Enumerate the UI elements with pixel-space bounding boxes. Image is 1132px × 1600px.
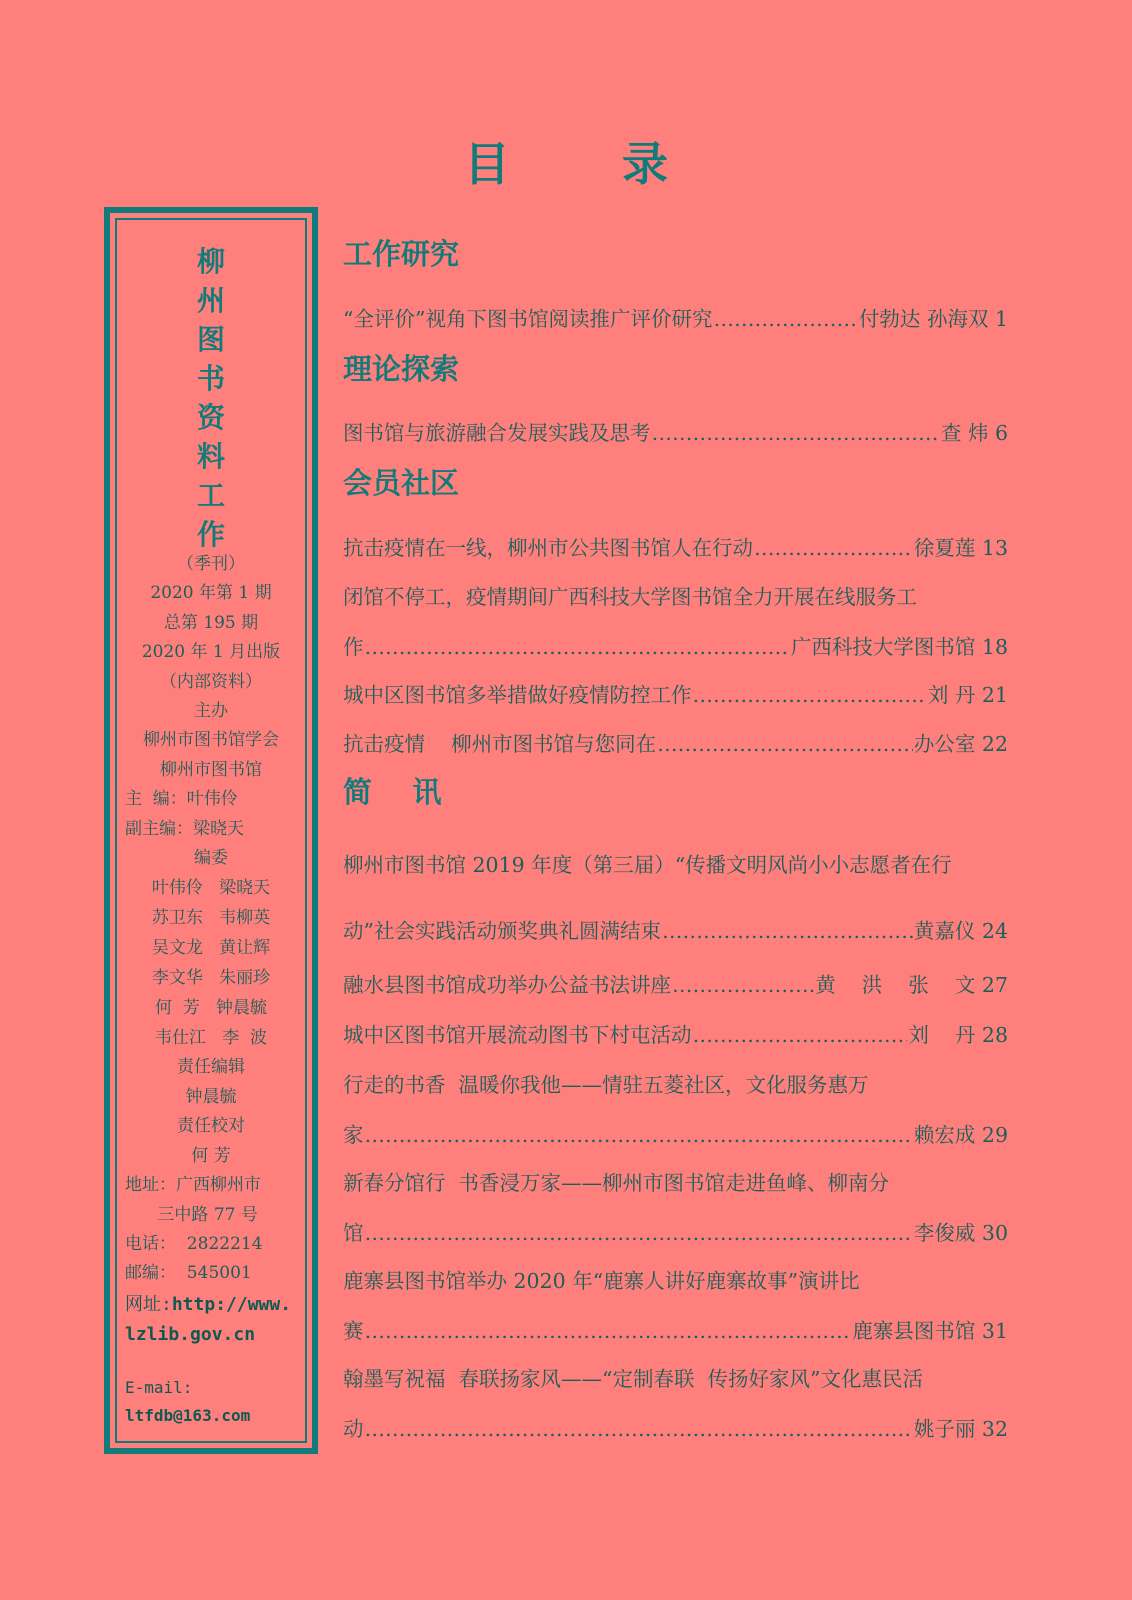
toc-entry[interactable] <box>343 678 1008 708</box>
sponsor-2: 柳州市图书馆 <box>160 759 262 780</box>
toc-entry[interactable] <box>343 968 1008 998</box>
entry-title: 动”社会实践活动颁奖典礼圆满结束 <box>343 919 661 943</box>
toc-entry[interactable] <box>343 1018 1008 1048</box>
entry-title: 家 <box>343 1123 364 1147</box>
entry-author-page: 广西科技大学图书馆 18 <box>790 635 1008 659</box>
entry-title: 赛 <box>343 1319 364 1343</box>
committee-label: 编委 <box>194 848 228 869</box>
section-heading: 理论探索 <box>343 352 460 386</box>
toc-entry[interactable] <box>343 848 1008 944</box>
leader-dots <box>365 1417 913 1441</box>
editor-name: 钟晨毓 <box>185 1086 237 1107</box>
entry-author-page: 查 炜 6 <box>940 421 1008 445</box>
entry-title: 图书馆与旅游融合发展实践及思考 <box>343 421 651 445</box>
entry-title: 城中区图书馆开展流动图书下村屯活动 <box>343 1023 692 1047</box>
section-heading: 会员社区 <box>343 466 460 500</box>
address-line-1: 地址：广西柳州市 <box>125 1175 261 1196</box>
proof-name: 何 芳 <box>191 1145 231 1166</box>
email-address[interactable]: ltfdb@163.com <box>125 1406 251 1425</box>
leader-dots <box>693 683 927 707</box>
total-issue: 总第 195 期 <box>163 612 259 633</box>
entry-title-line: 闭馆不停工，疫情期间广西科技大学图书馆全力开展在线服务工 <box>343 585 917 609</box>
committee-row: 何 芳 钟晨毓 <box>154 998 268 1019</box>
email <box>125 1374 250 1430</box>
entry-title: 作 <box>343 635 364 659</box>
entry-title: 城中区图书馆多举措做好疫情防控工作 <box>343 683 692 707</box>
entry-title: 抗击疫情在一线，柳州市公共图书馆人在行动 <box>343 536 753 560</box>
colophon-box <box>104 207 318 1454</box>
entry-author-page: 黄 洪 张 文 27 <box>815 973 1008 997</box>
entry-author-page: 黄嘉仪 24 <box>913 919 1008 943</box>
entry-author-page: 办公室 22 <box>913 732 1008 756</box>
toc-entry[interactable] <box>343 727 1008 757</box>
committee-row: 吴文龙 黄让辉 <box>151 938 271 959</box>
postcode: 邮编： 545001 <box>125 1263 252 1284</box>
entry-author-page: 刘 丹 28 <box>908 1023 1008 1047</box>
leader-dots <box>365 1319 852 1343</box>
section-heading: 简 讯 <box>343 775 442 809</box>
entry-title-line: 行走的书香 温暖你我他——情驻五菱社区，文化服务惠万 <box>343 1073 869 1097</box>
website <box>125 1290 291 1350</box>
committee-row: 李文华 朱丽珍 <box>151 968 271 989</box>
toc-entry[interactable] <box>343 1362 1008 1442</box>
title-char: 书 <box>196 362 225 395</box>
entry-title-line: 新春分馆行 书香浸万家——柳州市图书馆走进鱼峰、柳南分 <box>343 1171 890 1195</box>
committee-row: 叶伟伶 梁晓天 <box>151 878 271 899</box>
title-char: 作 <box>196 518 225 551</box>
deputy-editor: 副主编：梁晓天 <box>125 818 244 839</box>
chief-editor: 主 编：叶伟伶 <box>125 789 238 810</box>
toc-entry[interactable] <box>343 1264 1008 1344</box>
leader-dots <box>365 1221 913 1245</box>
leader-dots <box>657 732 913 756</box>
issue-number: 2020 年第 1 期 <box>150 583 272 604</box>
entry-title: 抗击疫情 柳州市图书馆与您同在 <box>343 732 657 756</box>
leader-dots <box>693 1023 908 1047</box>
leader-dots <box>713 307 857 331</box>
entry-title: 动 <box>343 1417 364 1441</box>
toc-entry[interactable] <box>343 416 1008 446</box>
title-char: 图 <box>196 323 225 356</box>
entry-author-page: 徐夏莲 13 <box>913 536 1008 560</box>
editor-label: 责任编辑 <box>177 1057 245 1078</box>
leader-dots <box>754 536 913 560</box>
address-line-2: 三中路 77 号 <box>125 1204 258 1225</box>
entry-title-line: 翰墨写祝福 春联扬家风——“定制春联 传扬好家风”文化惠民活 <box>343 1367 924 1391</box>
leader-dots <box>662 919 913 943</box>
sponsor-1: 柳州市图书馆学会 <box>143 730 279 751</box>
toc-entry[interactable] <box>343 1068 1008 1148</box>
entry-author-page: 姚子丽 32 <box>913 1417 1008 1441</box>
toc-entry[interactable] <box>343 531 1008 561</box>
website-url-part2[interactable]: lzlib.gov.cn <box>125 1324 256 1345</box>
frequency: （季刊） <box>177 554 245 574</box>
entry-author-page: 刘 丹 21 <box>927 683 1008 707</box>
entry-author-page: 鹿寨县图书馆 31 <box>852 1319 1008 1343</box>
email-label: E-mail: <box>125 1378 193 1397</box>
entry-title-line: 鹿寨县图书馆举办 2020 年“鹿寨人讲好鹿寨故事”演讲比 <box>343 1269 860 1293</box>
entry-author-page: 付勃达 孙海双 1 <box>858 307 1008 331</box>
entry-title-line: 柳州市图书馆 2019 年度（第三届）“传播文明风尚小小志愿者在行 <box>343 853 952 877</box>
proof-label: 责任校对 <box>177 1116 245 1137</box>
committee-row: 韦仕江 李 波 <box>154 1028 268 1049</box>
colophon-inner-border <box>115 218 307 1443</box>
title-char: 柳 <box>196 245 225 278</box>
toc-entry[interactable] <box>343 302 1008 332</box>
page-title: 目 录 <box>463 137 716 191</box>
title-char: 料 <box>196 440 225 473</box>
leader-dots <box>652 421 940 445</box>
entry-title: 融水县图书馆成功举办公益书法讲座 <box>343 973 671 997</box>
title-char: 工 <box>196 479 225 512</box>
toc-entry[interactable] <box>343 1166 1008 1246</box>
entry-title: “全评价”视角下图书馆阅读推广评价研究 <box>343 307 713 331</box>
entry-title: 馆 <box>343 1221 364 1245</box>
publication-info <box>117 550 305 1289</box>
section-heading: 工作研究 <box>343 237 460 271</box>
title-char: 州 <box>196 284 225 317</box>
entry-author-page: 赖宏成 29 <box>913 1123 1008 1147</box>
committee-row: 苏卫东 韦柳英 <box>151 908 271 929</box>
leader-dots <box>672 973 814 997</box>
sponsor-label: 主办 <box>194 701 228 722</box>
internal-note: （内部资料） <box>160 671 262 692</box>
toc-entry[interactable] <box>343 580 1008 660</box>
leader-dots <box>365 1123 913 1147</box>
publish-date: 2020 年 1 月出版 <box>141 642 281 663</box>
website-url-part1[interactable]: http://www. <box>171 1294 292 1315</box>
title-char: 资 <box>196 401 225 434</box>
leader-dots <box>365 635 790 659</box>
journal-vertical-title <box>117 242 305 554</box>
phone: 电话： 2822214 <box>125 1233 263 1254</box>
website-label: 网址: <box>125 1294 172 1315</box>
entry-author-page: 李俊威 30 <box>913 1221 1008 1245</box>
